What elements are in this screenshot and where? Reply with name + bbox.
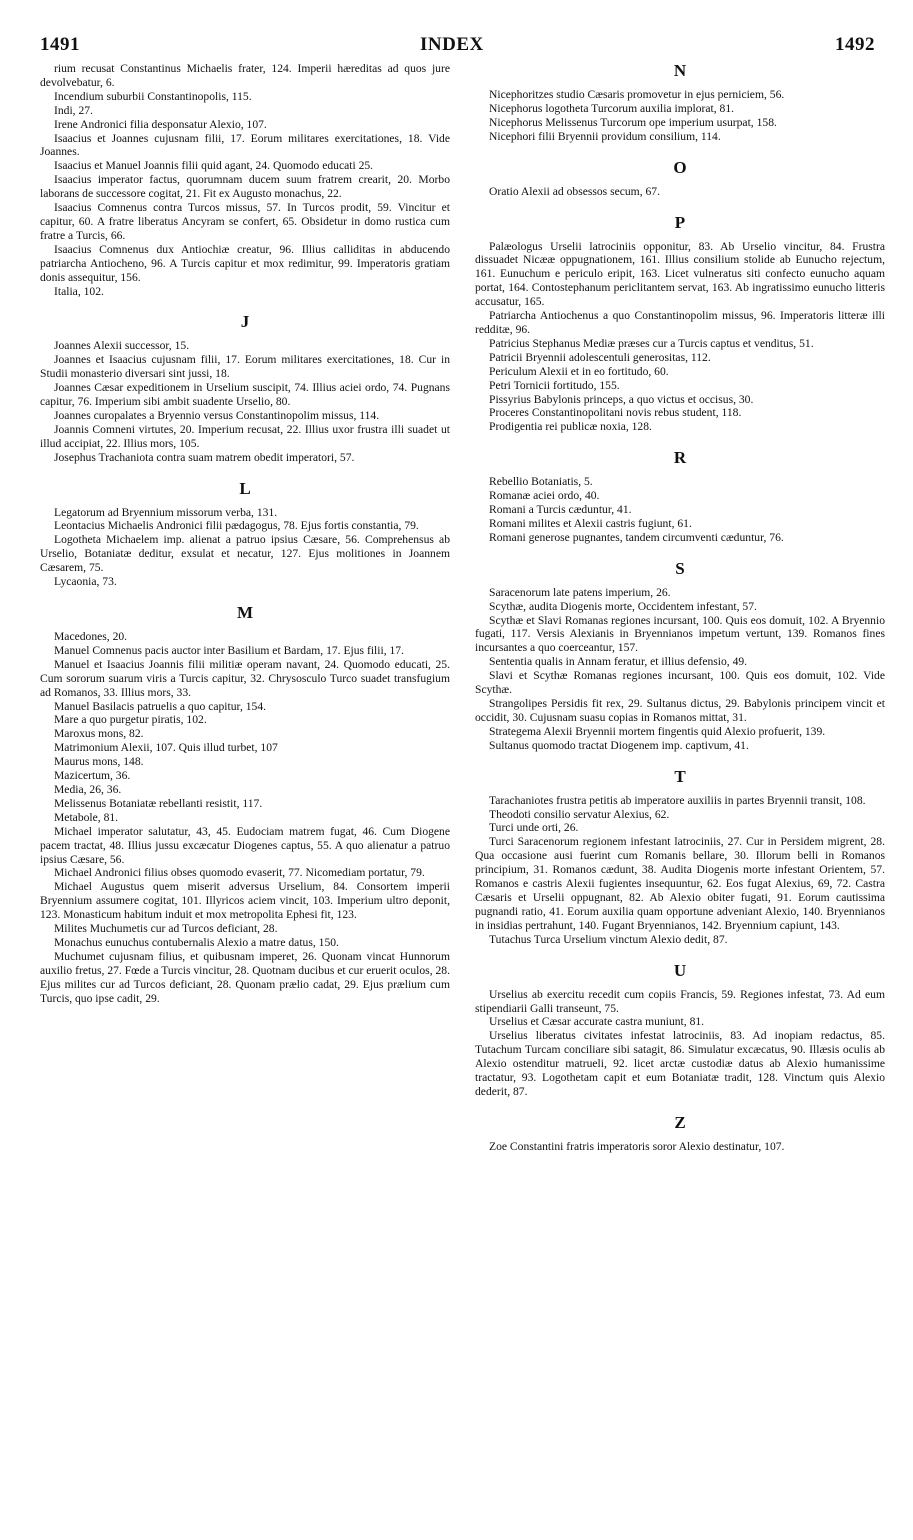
index-entry: Michael Andronici filius obses quomodo evaserit, 77. Nicomediam portatur, 79.	[54, 866, 425, 880]
index-entry: Romani a Turcis cæduntur, 41.	[489, 503, 632, 517]
index-section	[475, 1114, 885, 1154]
index-section	[475, 962, 885, 1099]
index-entry: Urselius liberatus civitates infestat latrociniis, 83. Ad inopiam redactus, 85. Tutachum Turcam conciliare sibi satagit, 86. Simulatur excæcatus, 90. Illæsis oculis ab Alexio ostenditur matrueli, 92. licet arctæ custodiæ datus ab Alexio humanissime tractatur, 93. Logothetam capit et eum Botaniatæ tradit, 128. Vinctum quis Alexio dederit, 87.	[475, 1029, 885, 1098]
section-letter: L	[239, 478, 251, 498]
index-entry: Joannes et Isaacius cujusnam filii, 17. Eorum militares exercitationes, 18. Cur in Studii monasterio diversari sint jussi, 18.	[40, 353, 450, 381]
index-entry: Romani milites et Alexii castris fugiunt, 61.	[489, 516, 692, 530]
index-entry: Periculum Alexii et in eo fortitudo, 60.	[489, 364, 669, 378]
section-letter: O	[673, 157, 687, 177]
index-entry: Patricii Bryennii adolescentuli generositas, 112.	[489, 350, 711, 364]
index-entry: Michael Augustus quem miserit adversus Urselium, 84. Consortem imperii Bryennium assumere cogitat, 101. Illyricos aciem vincit, 103. Imperium ultro deponit, 123. Monasticum habitum induit et mox metropolita Ephesi fit, 123.	[40, 880, 450, 922]
section-letter: U	[673, 960, 687, 980]
index-entry: Isaacius Comnenus contra Turcos missus, 57. In Turcos prodit, 59. Vincitur et capitur, 60. A fratre liberatus Ancyram se confert, 65. Obsidetur in domo rustica cum fratre a Turcis, 66.	[40, 201, 450, 242]
index-entry: Patriarcha Antiochenus a quo Constantinopolim missus, 96. Imperatoris litteræ illi redditæ, 96.	[475, 309, 885, 336]
index-entry: Urselius ab exercitu recedit cum copiis Francis, 59. Regiones infestat, 73. Ad eum stipendiarii Galli transeunt, 75.	[475, 987, 885, 1015]
left-column	[40, 62, 450, 1005]
page-title: INDEX	[420, 34, 484, 55]
index-section	[475, 62, 885, 144]
index-entry: Maurus mons, 148.	[54, 755, 144, 769]
index-section	[475, 768, 885, 947]
section-letter: J	[240, 312, 250, 332]
index-entry: Leontacius Michaelis Andronici filii pædagogus, 78. Ejus fortis constantia, 79.	[54, 519, 419, 533]
index-entry: Media, 26, 36.	[54, 782, 122, 796]
index-entry: Manuel Comnenus pacis auctor inter Basilium et Bardam, 17. Ejus filii, 17.	[54, 643, 405, 657]
page-number-left: 1491	[40, 34, 80, 55]
index-entry: Petri Tornicii fortitudo, 155.	[489, 378, 620, 392]
index-entry: Romani generose pugnantes, tandem circumventi cæduntur, 76.	[489, 530, 784, 544]
index-entry: Palæologus Urselii latrociniis opponitur, 83. Ab Urselio vincitur, 84. Frustra dissuadet Nicææ oppugnationem, 161. Illius consilium stolide ab Eunucho rejectum, 161. Eunuchum e periculo eripit, 163. Licet vulneratus siti confecto eunucho aquam portat, 164. Contostephanum periclitantem servat, 163. Ab ingratissimo eunucho litteris accusatur, 165.	[475, 239, 885, 309]
index-section	[40, 604, 450, 1005]
index-entry: Rebellio Botaniatis, 5.	[489, 475, 593, 489]
index-section	[40, 480, 450, 589]
section-letter: R	[673, 448, 687, 468]
right-column	[475, 62, 885, 1154]
index-entry: Romanæ aciei ordo, 40.	[489, 489, 600, 503]
index-entry: Michael imperator salutatur, 43, 45. Eudociam matrem fugat, 46. Cum Diogene pacem tractat, 48. Illius jussu excæcatur Diogenes captus, 55. A quo alienatur a patruo ipsius Cæsare, 56.	[40, 824, 450, 866]
index-section	[475, 214, 885, 435]
index-entry: Monachus eunuchus contubernalis Alexio a matre datus, 150.	[54, 935, 339, 949]
section-letter: P	[674, 212, 686, 232]
page-header	[40, 34, 875, 56]
index-entry: Irene Andronici filia desponsatur Alexio, 107.	[54, 117, 267, 131]
index-entry: Turci Saracenorum regionem infestant latrociniis, 27. Cur in Persidem migrent, 28. Qua occasione ausi fuerint cum Romanis bellare, 30. Illorum belli in Romanos principium, 31. Romanos cædunt, 38. Audita Diogenis morte infestant Orientem, 57. Romanos e castris Alexii fugientes insequuntur, 62. Eos fugat Alexius, 69, 72. Castra Cæsaris et Urselii oppugnant, 82. Ab Alexio obiter fugati, 91. Eorum cautissima pugnandi ratio, 41. Eorum auxilia quam opportune adveniant Alexio, 140. Bryennianos in insidias pertrahunt, 140. Fugant Bryennianos, 142. Bryennium capiunt, 143.	[475, 835, 885, 932]
page-number-right: 1492	[835, 34, 875, 55]
section-letter: S	[675, 558, 685, 578]
index-entry: Sultanus quomodo tractat Diogenem imp. captivum, 41.	[489, 738, 749, 752]
index-entry: Patricius Stephanus Mediæ præses cur a Turcis captus et venditus, 51.	[489, 336, 814, 350]
index-entry: Milites Muchumetis cur ad Turcos deficiant, 28.	[54, 922, 278, 936]
index-entry: Isaacius Comnenus dux Antiochiæ creatur, 96. Illius calliditas in abducendo patriarcha Antiocheno, 96. A Turcis capitur et mox redimitur, 99. Imperatoris gratiam donis assequitur, 156.	[40, 242, 450, 284]
index-entry: Tarachaniotes frustra petitis ab imperatore auxiliis in partes Bryennii transit, 108.	[489, 793, 866, 807]
index-entry: Prodigentia rei publicæ noxia, 128.	[489, 420, 652, 434]
index-entry: Theodoti consilio servatur Alexius, 62.	[489, 807, 670, 821]
index-entry: Mazicertum, 36.	[54, 769, 131, 783]
section-letter: N	[673, 61, 687, 80]
index-entry: Lycaonia, 73.	[54, 575, 117, 589]
index-entry: Incendium suburbii Constantinopolis, 115.	[54, 89, 252, 103]
index-entry: Saracenorum late patens imperium, 26.	[489, 585, 671, 599]
index-entry: Maroxus mons, 82.	[54, 727, 144, 741]
index-entry: Isaacius et Manuel Joannis filii quid agant, 24. Quomodo educati 25.	[54, 159, 374, 173]
index-entry: Legatorum ad Bryennium missorum verba, 131.	[54, 505, 278, 519]
index-entry: Manuel Basilacis patruelis a quo capitur, 154.	[54, 699, 267, 713]
index-entry: Zoe Constantini fratris imperatoris soror Alexio destinatur, 107.	[489, 1139, 785, 1153]
index-entry: Logotheta Michaelem imp. alienat a patruo ipsius Cæsare, 56. Comprehensus ab Urselio, Botaniatæ deditur, exsulat et necatur, 127. Ejus molitiones in Joannem Cæsarem, 75.	[40, 533, 450, 575]
index-entry: Joannes curopalates a Bryennio versus Constantinopolim missus, 114.	[54, 408, 380, 422]
index-entry: Nicephorus logotheta Turcorum auxilia implorat, 81.	[489, 101, 735, 115]
index-entry: Joannes Cæsar expeditionem in Urselium suscipit, 74. Illius aciei ordo, 74. Pugnans capitur, 76. Imperium sibi ambit suadente Urselio, 80.	[40, 381, 450, 409]
index-entry: Strangolipes Persidis fit rex, 29. Sultanus dictus, 29. Babylonis principem vincit et occidit, 30. Cujusnam suasu copias in Romanos mittat, 31.	[475, 697, 885, 724]
index-section	[475, 449, 885, 545]
index-entry: Pissyrius Babylonis princeps, a quo victus et occisus, 30.	[489, 392, 754, 406]
index-entry: Matrimonium Alexii, 107. Quis illud turbet, 107	[54, 741, 278, 755]
index-entry: Tutachus Turca Urselium vinctum Alexio dedit, 87.	[489, 932, 728, 946]
index-entry: Nicephorus Melissenus Turcorum ope imperium usurpat, 158.	[489, 115, 777, 129]
index-entry: Urselius et Cæsar accurate castra muniunt, 81.	[489, 1015, 705, 1029]
index-entry: Joannis Comneni virtutes, 20. Imperium recusat, 22. Illius uxor frustra illi suadet ut illud accipiat, 22. Illius mors, 105.	[40, 422, 450, 450]
index-entry: Scythæ et Slavi Romanas regiones incursant, 100. Quis eos domuit, 102. A Bryennio fugati, 117. Versis Alexianis in Bryennianos impetum vertunt, 139. Romanos fines incursantes a quo coerceantur, 157.	[475, 613, 885, 655]
index-entry: Isaacius et Joannes cujusnam filii, 17. Eorum militares exercitationes, 18. Vide Joannes.	[40, 131, 450, 159]
section-letter: M	[236, 603, 254, 622]
index-entry: Nicephoritzes studio Cæsaris promovetur in ejus perniciem, 56.	[489, 88, 785, 101]
index-entry: Italia, 102.	[54, 284, 104, 298]
index-entry: Josephus Trachaniota contra suam matrem obedit imperatori, 57.	[54, 450, 355, 464]
index-entry: Slavi et Scythæ Romanas regiones incursant, 100. Quis eos domuit, 102. Vide Scythæ.	[475, 669, 885, 697]
index-section	[475, 560, 885, 753]
index-entry: Manuel et Isaacius Joannis filii militiæ operam navant, 24. Quomodo educati, 25. Cum sororum suarum viris a Turcis capitur, 32. Chrysosculo Turco suadet transfugium ad Romanos, 33. Illius mors, 33.	[40, 657, 450, 699]
index-entry: Strategema Alexii Bryennii mortem fingentis quid Alexio profuerit, 139.	[489, 724, 826, 738]
index-entry: Oratio Alexii ad obsessos secum, 67.	[489, 184, 660, 198]
index-entry: Metabole, 81.	[54, 810, 119, 824]
section-letter: T	[674, 766, 686, 786]
index-entry: Turci unde orti, 26.	[489, 821, 579, 835]
index-entry: Nicephori filii Bryennii providum consilium, 114.	[489, 129, 721, 143]
index-entry: Melissenus Botaniatæ rebellanti resistit, 117.	[54, 796, 263, 810]
index-entry: rium recusat Constantinus Michaelis frater, 124. Imperii hæreditas ad quos jure devolvebatur, 6.	[40, 62, 450, 89]
section-letter: Z	[674, 1112, 686, 1132]
index-entry: Indi, 27.	[54, 103, 93, 117]
index-section	[40, 62, 450, 298]
index-section	[40, 313, 450, 464]
index-entry: Muchumet cujusnam filius, et quibusnam imperet, 26. Quonam vincat Hunnorum auxilio fretus, 27. Fœde a Turcis vincitur, 28. Quotnam ducibus et cur eruerit oculos, 28. Ejus milites cur ad Turcos deficiant, 28. Quonam prælio cadat, 29. Ejus prælium cum Turcis, quo ipse cadit, 29.	[40, 949, 450, 1005]
index-entry: Scythæ, audita Diogenis morte, Occidentem infestant, 57.	[489, 599, 757, 613]
index-entry: Joannes Alexii successor, 15.	[54, 339, 190, 353]
index-entry: Macedones, 20.	[54, 630, 128, 643]
index-section	[475, 159, 885, 199]
index-entry: Isaacius imperator factus, quorumnam ducem suum fratrem crearit, 20. Morbo laborans de successore cogitat, 21. Fit ex Augusto monachus, 22.	[40, 173, 450, 201]
index-entry: Proceres Constantinopolitani novis rebus student, 118.	[489, 406, 742, 420]
index-entry: Sententia qualis in Annam feratur, et illius defensio, 49.	[489, 655, 748, 669]
index-entry: Mare a quo purgetur piratis, 102.	[54, 713, 207, 727]
